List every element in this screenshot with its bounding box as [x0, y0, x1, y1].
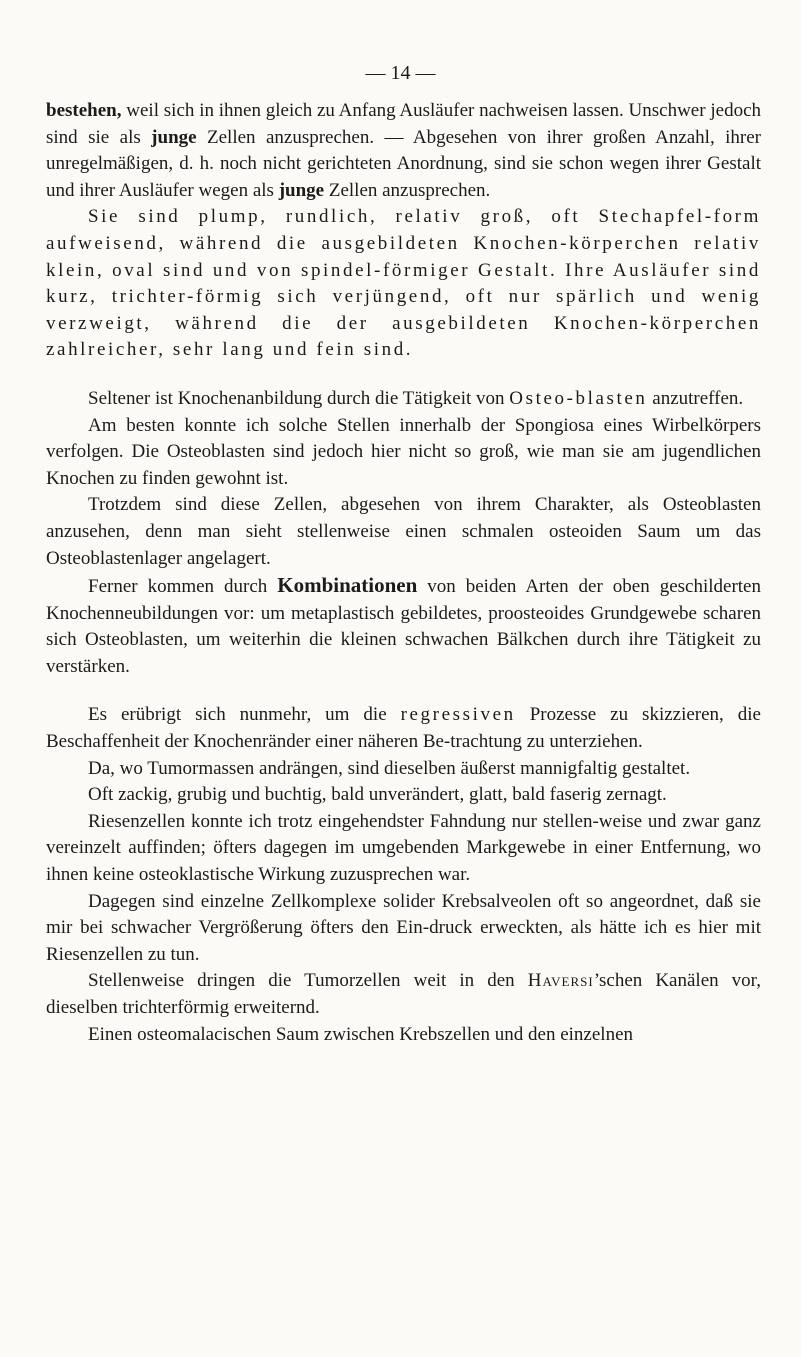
text-segment: Es erübrigt sich nunmehr, um die	[88, 704, 401, 726]
text-segment: regressiven	[400, 704, 516, 726]
text-segment: Trotzdem sind diese Zellen, abgesehen von ihrem Charakter, als Osteoblasten anzusehen, denn man sieht stellenweise einen schmalen osteoiden Saum um das Osteoblastenlager angelagert.	[46, 494, 761, 569]
text-segment: anzutreffen.	[647, 387, 744, 409]
text-segment: junge	[278, 179, 325, 201]
text-segment: Zellen anzusprechen.	[324, 179, 491, 201]
text-segment: bestehen,	[46, 100, 122, 121]
text-segment: von beiden Arten der oben geschilderten Knochenneubildungen vor: um metaplastisch gebildetes, proosteoides Grundgewebe scharen sich Osteoblasten, um weiterhin die kleinen schwachen Bälkchen durch ihre Tätigkeit zu verstärken.	[46, 576, 761, 677]
paragraph	[46, 782, 761, 809]
text-segment: Riesenzellen konnte ich trotz eingehendster Fahndung nur stellen-weise und zwar ganz vereinzelt auffinden; öfters dagegen im umgebenden Markgewebe in einer Entfernung, wo ihnen keine osteoklastische Wirkung zuzusprechen war.	[46, 810, 761, 886]
text-segment: Da, wo Tumormassen andrängen, sind dieselben äußerst mannigfaltig gestaltet.	[88, 757, 691, 779]
paragraph	[46, 492, 761, 572]
text-segment: Sie sind plump, rundlich, relativ groß, oft Stechapfel-form aufweisend, während die ausgebildeten Knochen-körperchen relativ klein, oval sind und von spindel-förmiger Gestalt. Ihre Ausläufer sind kurz, trichter-förmig sich verjüngend, oft nur spärlich und wenig verzweigt, während die der ausgebildeten Knochen-körperchen zahlreicher, sehr lang und fein sind.	[46, 206, 761, 361]
text-segment: Prozesse zu skizzieren, die Beschaffenheit der Knochenränder einer näheren Be-trachtung zu unterziehen.	[46, 704, 761, 753]
paragraph	[46, 889, 761, 969]
paragraph	[46, 572, 761, 680]
text-segment: Dagegen sind einzelne Zellkomplexe solider Krebsalveolen oft so angeordnet, daß sie mir bei schwacher Vergrößerung öfters den Ein-druck erweckten, als hätte ich es hier mit Riesenzellen zu tun.	[46, 890, 761, 965]
text-segment: Einen osteomalacischen Saum zwischen Krebszellen und den einzelnen	[88, 1023, 633, 1045]
body-text	[46, 98, 761, 1048]
text-segment: junge	[151, 126, 197, 148]
text-segment: Ferner kommen durch	[88, 576, 278, 598]
paragraph	[46, 968, 761, 1021]
page-number: — 14 —	[365, 62, 436, 84]
text-segment: Am besten konnte ich solche Stellen innerhalb der Spongiosa eines Wirbelkörpers verfolgen. Die Osteoblasten sind jedoch hier nicht so groß, wie man sie am jugendlichen Knochen zu finden gewohnt ist.	[46, 414, 761, 489]
text-segment: Oft zackig, grubig und buchtig, bald unverändert, glatt, bald faserig zernagt.	[88, 784, 667, 806]
paragraph	[46, 386, 761, 413]
text-segment: Osteo-blasten	[509, 387, 648, 409]
paragraph	[46, 413, 761, 493]
text-segment: Stellenweise dringen die Tumorzellen weit in den	[88, 970, 528, 992]
text-segment: weil sich in ihnen gleich zu Anfang Ausläufer nachweisen lassen. Unschwer jedoch sind sie als	[46, 100, 761, 148]
paragraph	[46, 1022, 761, 1049]
text-segment: Kombinationen	[277, 573, 418, 598]
paragraph	[46, 98, 761, 204]
text-segment: Zellen anzusprechen. — Abgesehen von ihrer großen Anzahl, ihrer unregelmäßigen, d. h. noch nicht gerichteten Anordnung, sind sie schon wegen ihrer Gestalt und ihrer Ausläufer wegen als	[46, 126, 762, 201]
paragraph	[46, 204, 761, 364]
text-segment: ’schen Kanälen vor, dieselben trichterförmig erweiternd.	[46, 970, 762, 1018]
paragraph	[46, 809, 761, 889]
paragraph	[46, 702, 761, 755]
text-segment: Haversi	[527, 970, 594, 992]
text-segment: Seltener ist Knochenanbildung durch die Tätigkeit von	[88, 387, 510, 409]
paragraph	[46, 756, 761, 783]
